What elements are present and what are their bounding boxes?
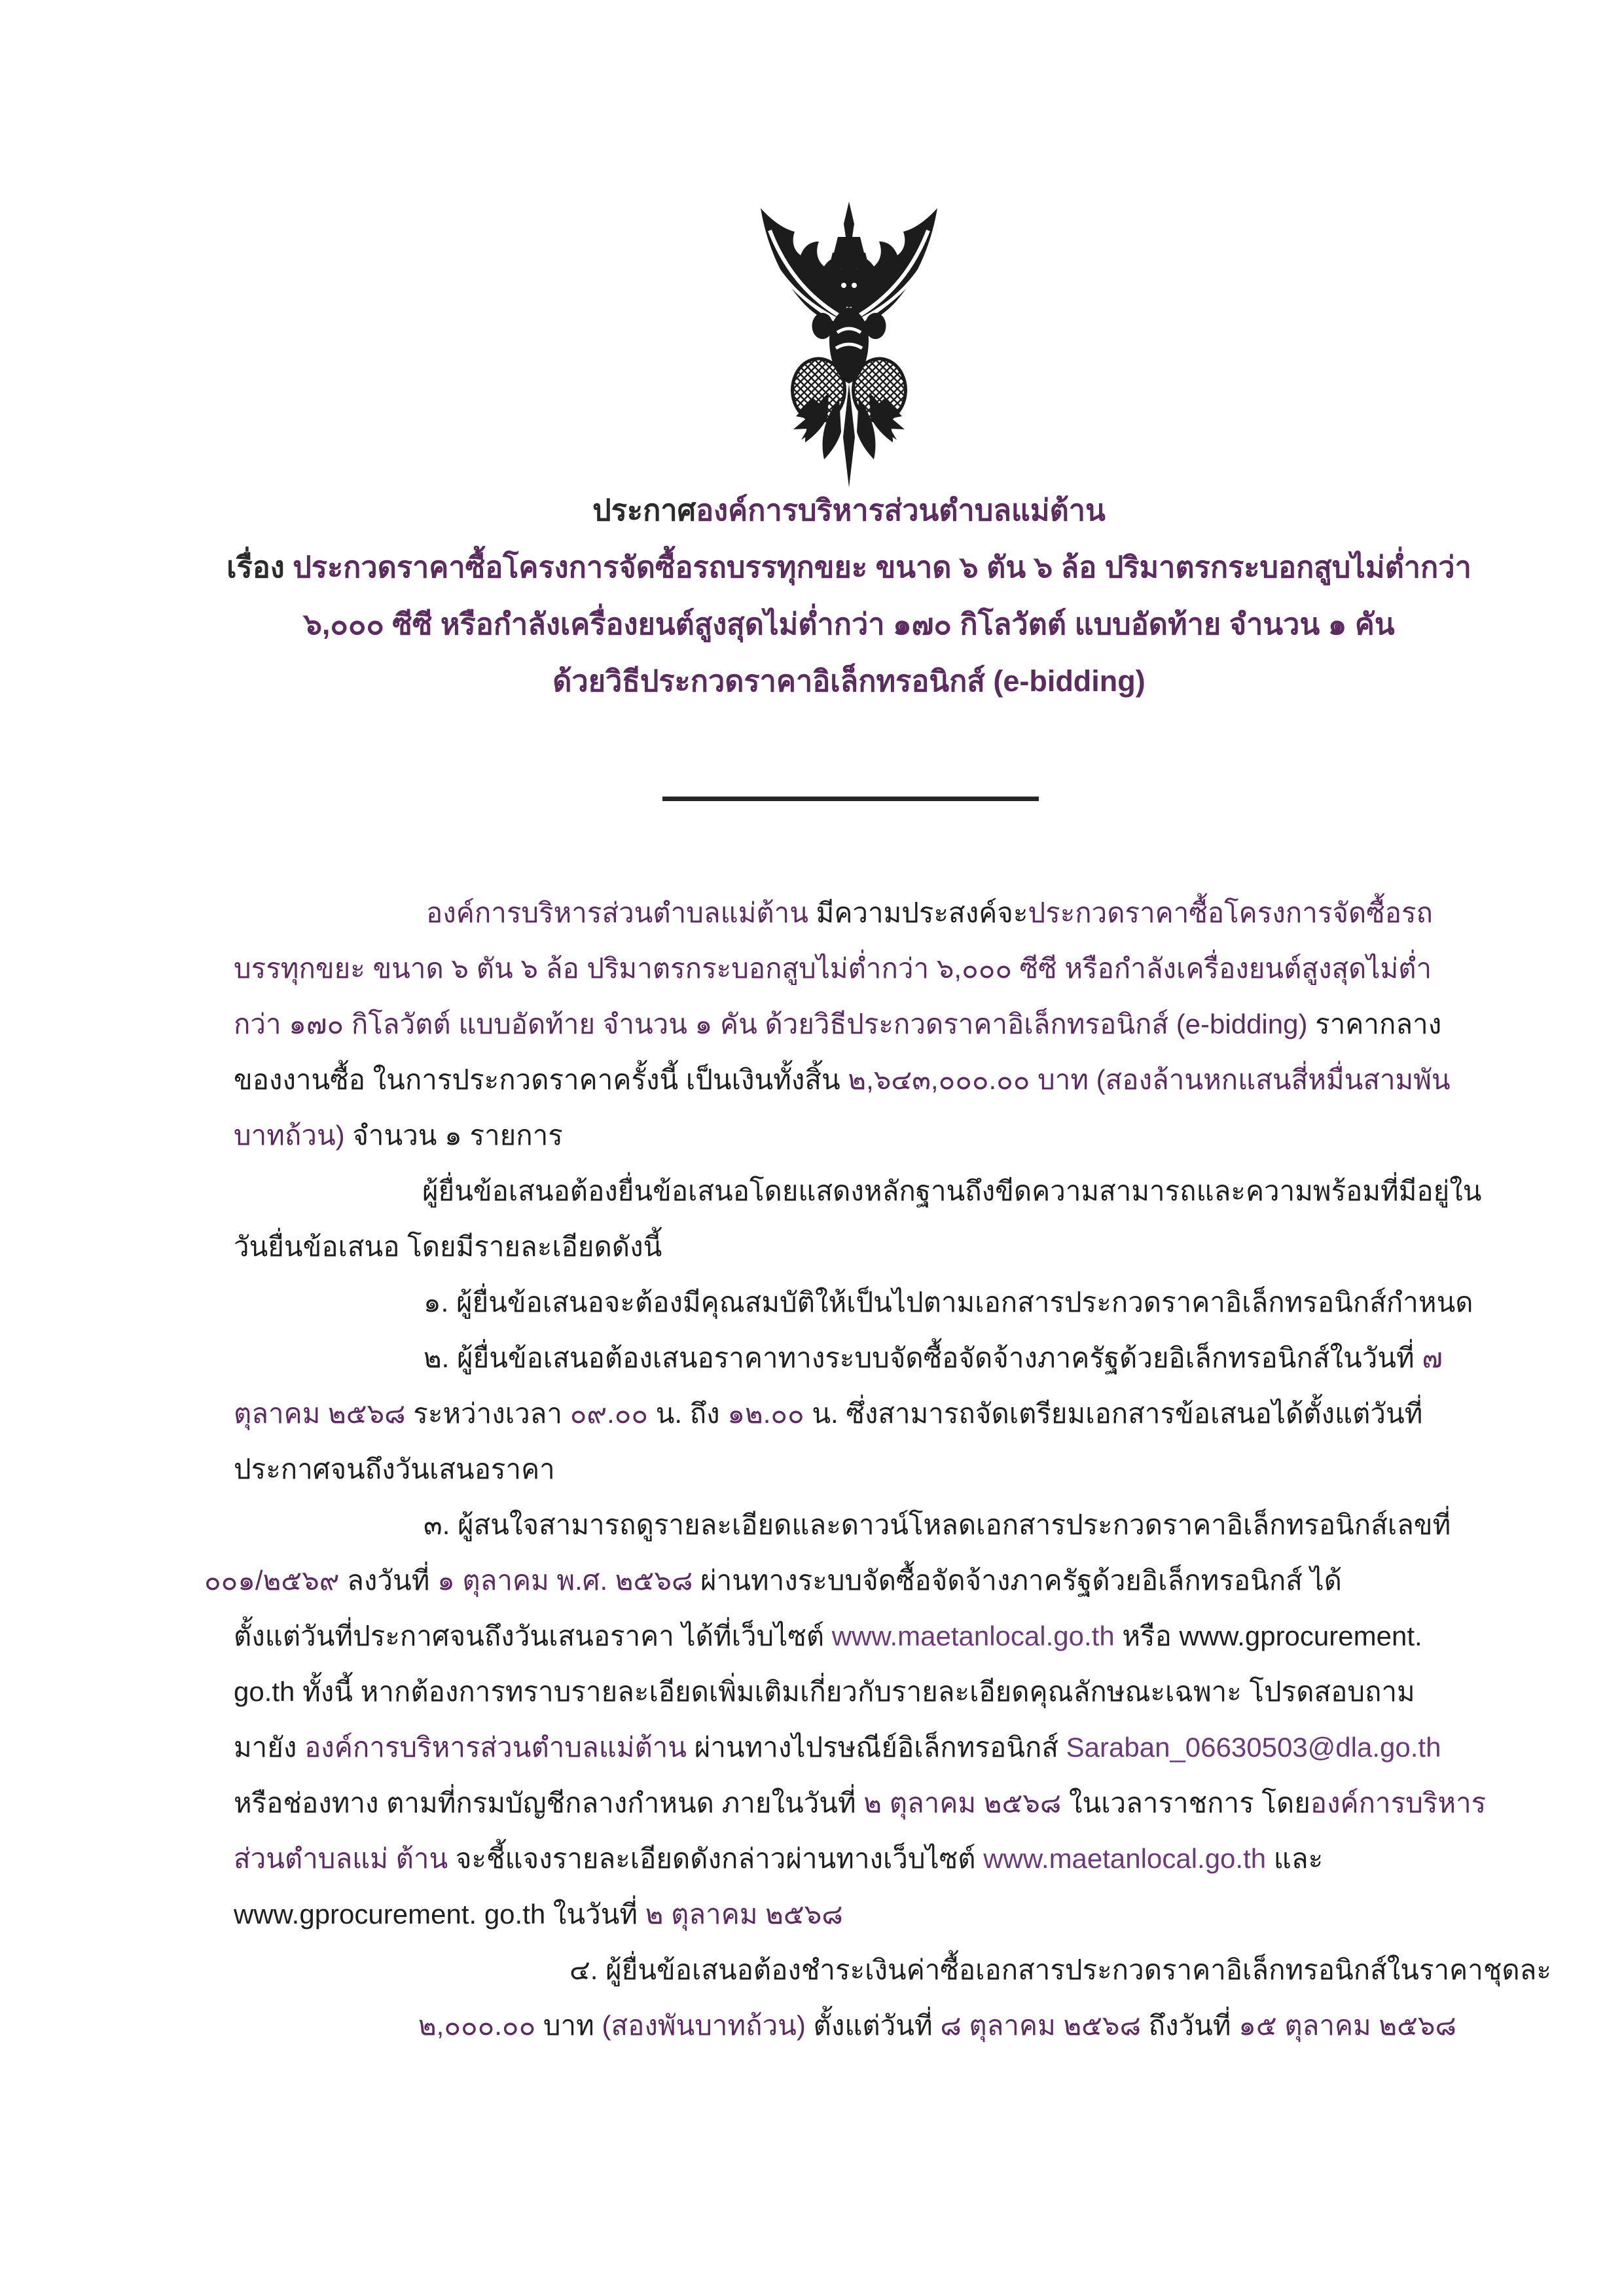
text-segment: www.maetanlocal.go.th xyxy=(831,1621,1115,1651)
text-segment: ราคากลาง xyxy=(1315,1009,1442,1039)
text-segment: ตุลาคม ๒๕๖๘ xyxy=(234,1398,414,1429)
text-segment: ๒,๖๔๓,๐๐๐.๐๐ บาท (สองล้านหกแสนสี่หมื่นสามพัน xyxy=(848,1064,1451,1095)
text-segment: หรือ www.gprocurement. xyxy=(1114,1621,1422,1651)
text-segment: ๖,๐๐๐ ซีซี หรือกำลังเครื่องยนต์สูงสุดไม่ต่ำกว่า ๑๗๐ กิโลวัตต์ แบบอัดท้าย จำนวน ๑ คัน xyxy=(303,607,1395,641)
text-segment: www.maetanlocal.go.th xyxy=(983,1843,1267,1874)
text-segment: go.th ทั้งนี้ หากต้องการทราบรายละเอียดเพิ่มเติมเกี่ยวกับรายละเอียดคุณลักษณะเฉพาะ โปรดสอบถาม xyxy=(234,1676,1415,1707)
text-segment: ถึงวันที่ xyxy=(1148,2010,1239,2041)
text-segment: ส่วนตำบลแม่ ต้าน xyxy=(234,1843,456,1874)
garuda-emblem-icon xyxy=(750,202,948,488)
text-segment: ประกาศจนถึงวันเสนอราคา xyxy=(234,1454,555,1484)
text-segment: องค์การบริหารส่วนตำบลแม่ต้าน xyxy=(304,1732,695,1763)
text-segment: และ xyxy=(1266,1843,1324,1874)
text-segment: บรรทุกขยะ ขนาด ๖ ตัน ๖ ล้อ ปริมาตรกระบอกสูบไม่ต่ำกว่า ๖,๐๐๐ ซีซี หรือกำลังเครื่องยนต์สูงสุดไม่ต่ำ xyxy=(234,953,1432,984)
text-segment: ระหว่างเวลา xyxy=(413,1398,570,1429)
text-segment: ๒ ตุลาคม ๒๕๖๘ xyxy=(645,1899,843,1929)
text-line xyxy=(234,996,1442,1052)
text-line xyxy=(234,1998,1456,2053)
text-segment: มายัง xyxy=(234,1732,305,1763)
text-segment: องค์การบริหารส่วนตำบลแม่ต้าน xyxy=(696,493,1106,527)
text-segment: น. ซึ่งสามารถจัดเตรียมเอกสารข้อเสนอได้ตั้งแต่วันที่ xyxy=(812,1398,1423,1429)
text-segment: บาทถ้วน) xyxy=(234,1120,353,1151)
title-line xyxy=(0,653,1624,709)
text-segment: ๐๙.๐๐ xyxy=(569,1398,656,1429)
text-line xyxy=(234,885,1432,941)
text-segment: ๒ ตุลาคม ๒๕๖๘ xyxy=(863,1787,1069,1818)
text-segment: ๓. ผู้สนใจสามารถดูรายละเอียดและดาวน์โหลดเอกสารประกวดราคาอิเล็กทรอนิกส์เลขที่ xyxy=(424,1509,1451,1540)
text-line xyxy=(234,1775,1487,1831)
text-segment: ด้วยวิธีประกวดราคาอิเล็กทรอนิกส์ (e-bidding) xyxy=(552,664,1146,698)
text-line xyxy=(234,1831,1432,1886)
divider-line xyxy=(662,797,1039,801)
text-segment: จำนวน ๑ รายการ xyxy=(352,1120,563,1151)
text-segment: องค์การบริหารส่วนตำบลแม่ต้าน xyxy=(426,897,816,928)
document-title xyxy=(0,482,1624,709)
text-segment: ลงวันที่ xyxy=(347,1565,438,1596)
text-segment: ๑. ผู้ยื่นข้อเสนอจะต้องมีคุณสมบัติให้เป็นไปตามเอกสารประกวดราคาอิเล็กทรอนิกส์กำหนด xyxy=(424,1287,1473,1318)
text-segment: ๗ xyxy=(1422,1342,1443,1373)
text-segment: ๑ ตุลาคม พ.ศ. ๒๕๖๘ xyxy=(437,1565,701,1596)
text-segment: ประกวดราคาซื้อโครงการจัดซื้อรถบรรทุกขยะ ขนาด ๖ ตัน ๖ ล้อ ปริมาตรกระบอกสูบไม่ต่ำกว่า xyxy=(293,550,1471,584)
text-segment: www.gprocurement. go.th ในวันที่ xyxy=(234,1899,645,1929)
text-segment: ผ่านทางไปรษณีย์อิเล็กทรอนิกส์ xyxy=(694,1732,1066,1763)
text-line xyxy=(234,1330,1443,1386)
text-segment: มีความประสงค์จะ xyxy=(816,897,1028,928)
text-segment: บาท xyxy=(543,2010,602,2041)
text-segment: ๔. ผู้ยื่นข้อเสนอต้องชำระเงินค่าซื้อเอกสารประกวดราคาอิเล็กทรอนิกส์ในราคาชุดละ xyxy=(569,1954,1551,1985)
text-segment: ผ่านทางระบบจัดซื้อจัดจ้างภาครัฐด้วยอิเล็กทรอนิกส์ ได้ xyxy=(700,1565,1342,1596)
garuda-emblem xyxy=(750,202,948,488)
text-line xyxy=(204,1552,1432,1608)
text-line xyxy=(234,1274,1473,1330)
text-segment: ผู้ยื่นข้อเสนอต้องยื่นข้อเสนอโดยแสดงหลักฐานถึงขีดความสามารถและความพร้อมที่มีอยู่ใน xyxy=(422,1175,1482,1206)
text-line xyxy=(234,1441,1432,1497)
text-line xyxy=(234,1942,1551,1998)
text-segment: ๐๐๑/๒๕๖๙ xyxy=(204,1565,348,1596)
text-segment: ประกวดราคาซื้อโครงการจัดซื้อรถ xyxy=(1028,897,1433,928)
text-segment: วันยื่นข้อเสนอ โดยมีรายละเอียดดังนี้ xyxy=(234,1231,662,1262)
text-segment: ๘ ตุลาคม ๒๕๖๘ xyxy=(940,2010,1149,2041)
document-body xyxy=(204,885,1551,2053)
text-line xyxy=(234,1719,1441,1775)
title-line xyxy=(0,539,1624,596)
text-line xyxy=(234,1497,1451,1552)
text-segment: เรื่อง xyxy=(226,550,293,584)
title-line xyxy=(0,482,1624,539)
text-segment: องค์การบริหาร xyxy=(1310,1787,1487,1818)
text-segment: ในเวลาราชการ โดย xyxy=(1068,1787,1310,1818)
text-line xyxy=(234,941,1432,996)
text-segment: (สองพันบาทถ้วน) xyxy=(602,2010,814,2041)
text-segment: ประกาศ xyxy=(592,493,696,527)
text-segment: ตั้งแต่วันที่ประกาศจนถึงวันเสนอราคา ได้ที่เว็บไซต์ xyxy=(234,1621,832,1651)
text-line xyxy=(234,1886,1432,1942)
title-line xyxy=(0,596,1624,653)
text-line xyxy=(234,1107,1432,1163)
text-line xyxy=(234,1608,1432,1664)
text-segment: ๑๒.๐๐ xyxy=(727,1398,812,1429)
text-segment: น. ถึง xyxy=(655,1398,728,1429)
text-segment: หรือช่องทาง ตามที่กรมบัญชีกลางกำหนด ภายในวันที่ xyxy=(234,1787,864,1818)
text-segment: กว่า ๑๗๐ กิโลวัตต์ แบบอัดท้าย จำนวน ๑ คัน ด้วยวิธีประกวดราคาอิเล็กทรอนิกส์ (e-bidding) xyxy=(234,1009,1316,1039)
text-line xyxy=(234,1219,1432,1274)
text-segment: ๑๕ ตุลาคม ๒๕๖๘ xyxy=(1238,2010,1456,2041)
text-segment: ของงานซื้อ ในการประกวดราคาครั้งนี้ เป็นเงินทั้งสิ้น xyxy=(234,1064,848,1095)
text-segment: ๒. ผู้ยื่นข้อเสนอต้องเสนอราคาทางระบบจัดซื้อจัดจ้างภาครัฐด้วยอิเล็กทรอนิกส์ในวันที่ xyxy=(424,1342,1422,1373)
text-segment: ๒,๐๐๐.๐๐ xyxy=(418,2010,543,2041)
text-line xyxy=(234,1052,1451,1107)
text-segment: ตั้งแต่วันที่ xyxy=(813,2010,941,2041)
text-line xyxy=(234,1163,1482,1219)
text-segment: จะชี้แจงรายละเอียดดังกล่าวผ่านทางเว็บไซต์ xyxy=(455,1843,984,1874)
text-line xyxy=(234,1664,1432,1719)
text-line xyxy=(234,1386,1432,1441)
text-segment: Saraban_06630503@dla.go.th xyxy=(1066,1732,1441,1763)
